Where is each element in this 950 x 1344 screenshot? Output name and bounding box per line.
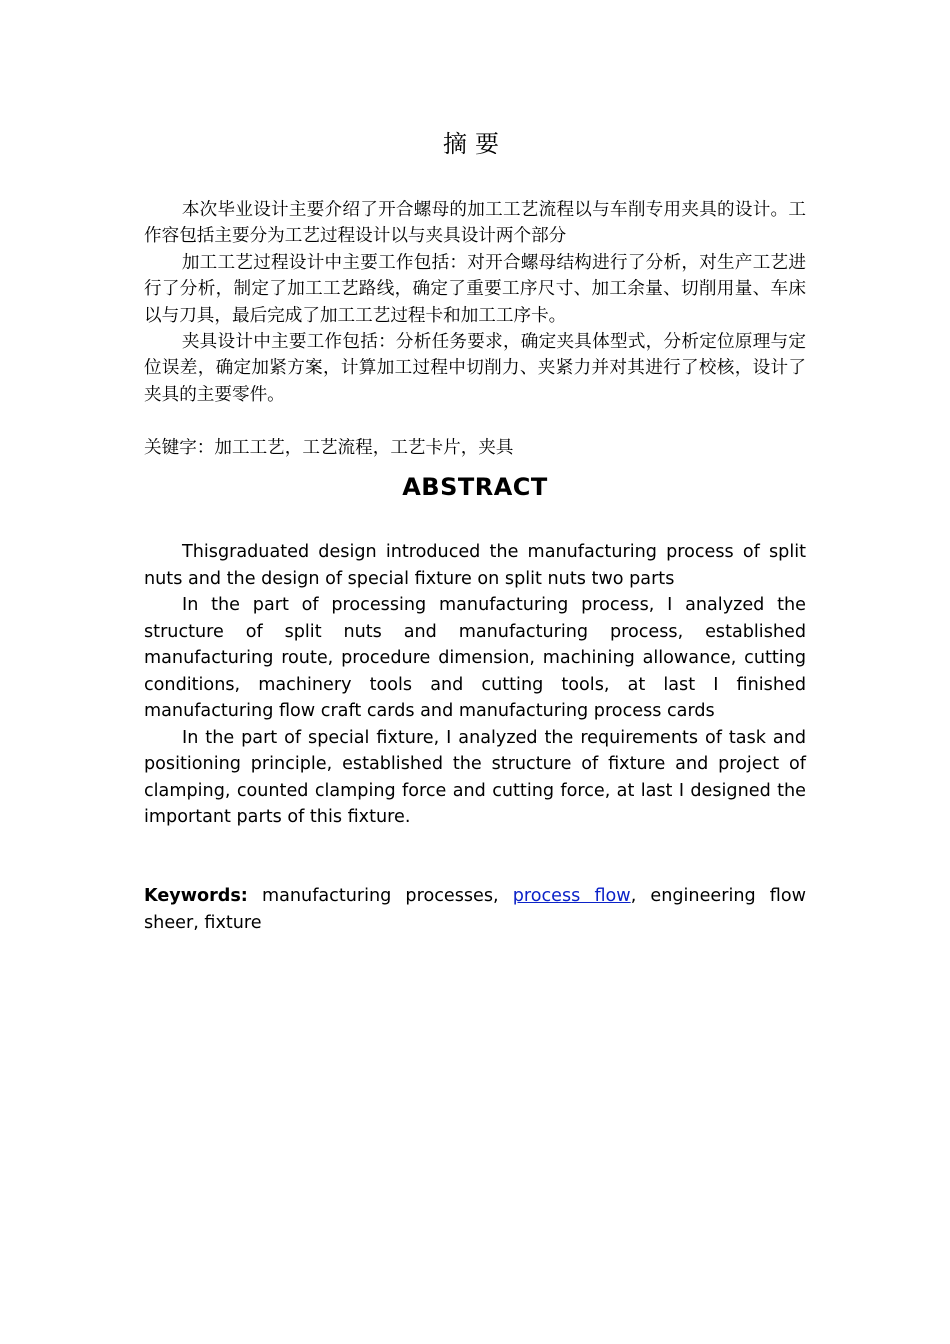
english-paragraph-1: Thisgraduated design introduced the manufacturing process of split nuts and the design of special fixture on split nuts two parts	[144, 542, 806, 589]
english-paragraph-2: In the part of processing manufacturing process, I analyzed the structure of split nuts and manufacturing process, established manufacturing route, procedure dimension, machining allowance, cutting conditions, machinery tools and cutting tools, at last I finished manufacturing flow craft cards and manufacturing process cards	[144, 595, 806, 721]
process-flow-link[interactable]: process flow	[512, 886, 631, 906]
chinese-keywords-text: 加工工艺，工艺流程，工艺卡片，夹具	[214, 438, 514, 458]
chinese-abstract-body	[144, 197, 806, 408]
english-keywords-part-1: manufacturing processes,	[261, 886, 499, 906]
chinese-abstract-title: 摘要	[443, 130, 507, 158]
english-abstract-title: ABSTRACT	[402, 473, 548, 501]
english-abstract-body	[144, 539, 806, 831]
english-keywords-part-2: , engineering flow sheer, fixture	[144, 886, 806, 933]
chinese-keywords	[144, 435, 806, 461]
english-keywords	[144, 883, 806, 936]
english-paragraph-3: In the part of special fixture, I analyzed the requirements of task and positioning principle, established the structure of fixture and project of clamping, counted clamping force and cutting force, at last I designed the important parts of this fixture.	[144, 727, 806, 827]
chinese-keywords-label: 关键字：	[144, 438, 215, 458]
chinese-paragraph-1: 本次毕业设计主要介绍了开合螺母的加工工艺流程以与车削专用夹具的设计。工作容包括主要分为工艺过程设计以与夹具设计两个部分	[144, 200, 806, 247]
chinese-paragraph-2: 加工工艺过程设计中主要工作包括：对开合螺母结构进行了分析，对生产工艺进行了分析，制定了加工工艺路线，确定了重要工序尺寸、加工余量、切削用量、车床以与刀具，最后完成了加工工艺过程卡和加工工序卡。	[144, 252, 806, 326]
chinese-paragraph-3: 夹具设计中主要工作包括：分析任务要求，确定夹具体型式，分析定位原理与定位误差，确定加紧方案，计算加工过程中切削力、夹紧力并对其进行了校核，设计了夹具的主要零件。	[144, 332, 806, 405]
english-keywords-label: Keywords:	[144, 886, 248, 906]
